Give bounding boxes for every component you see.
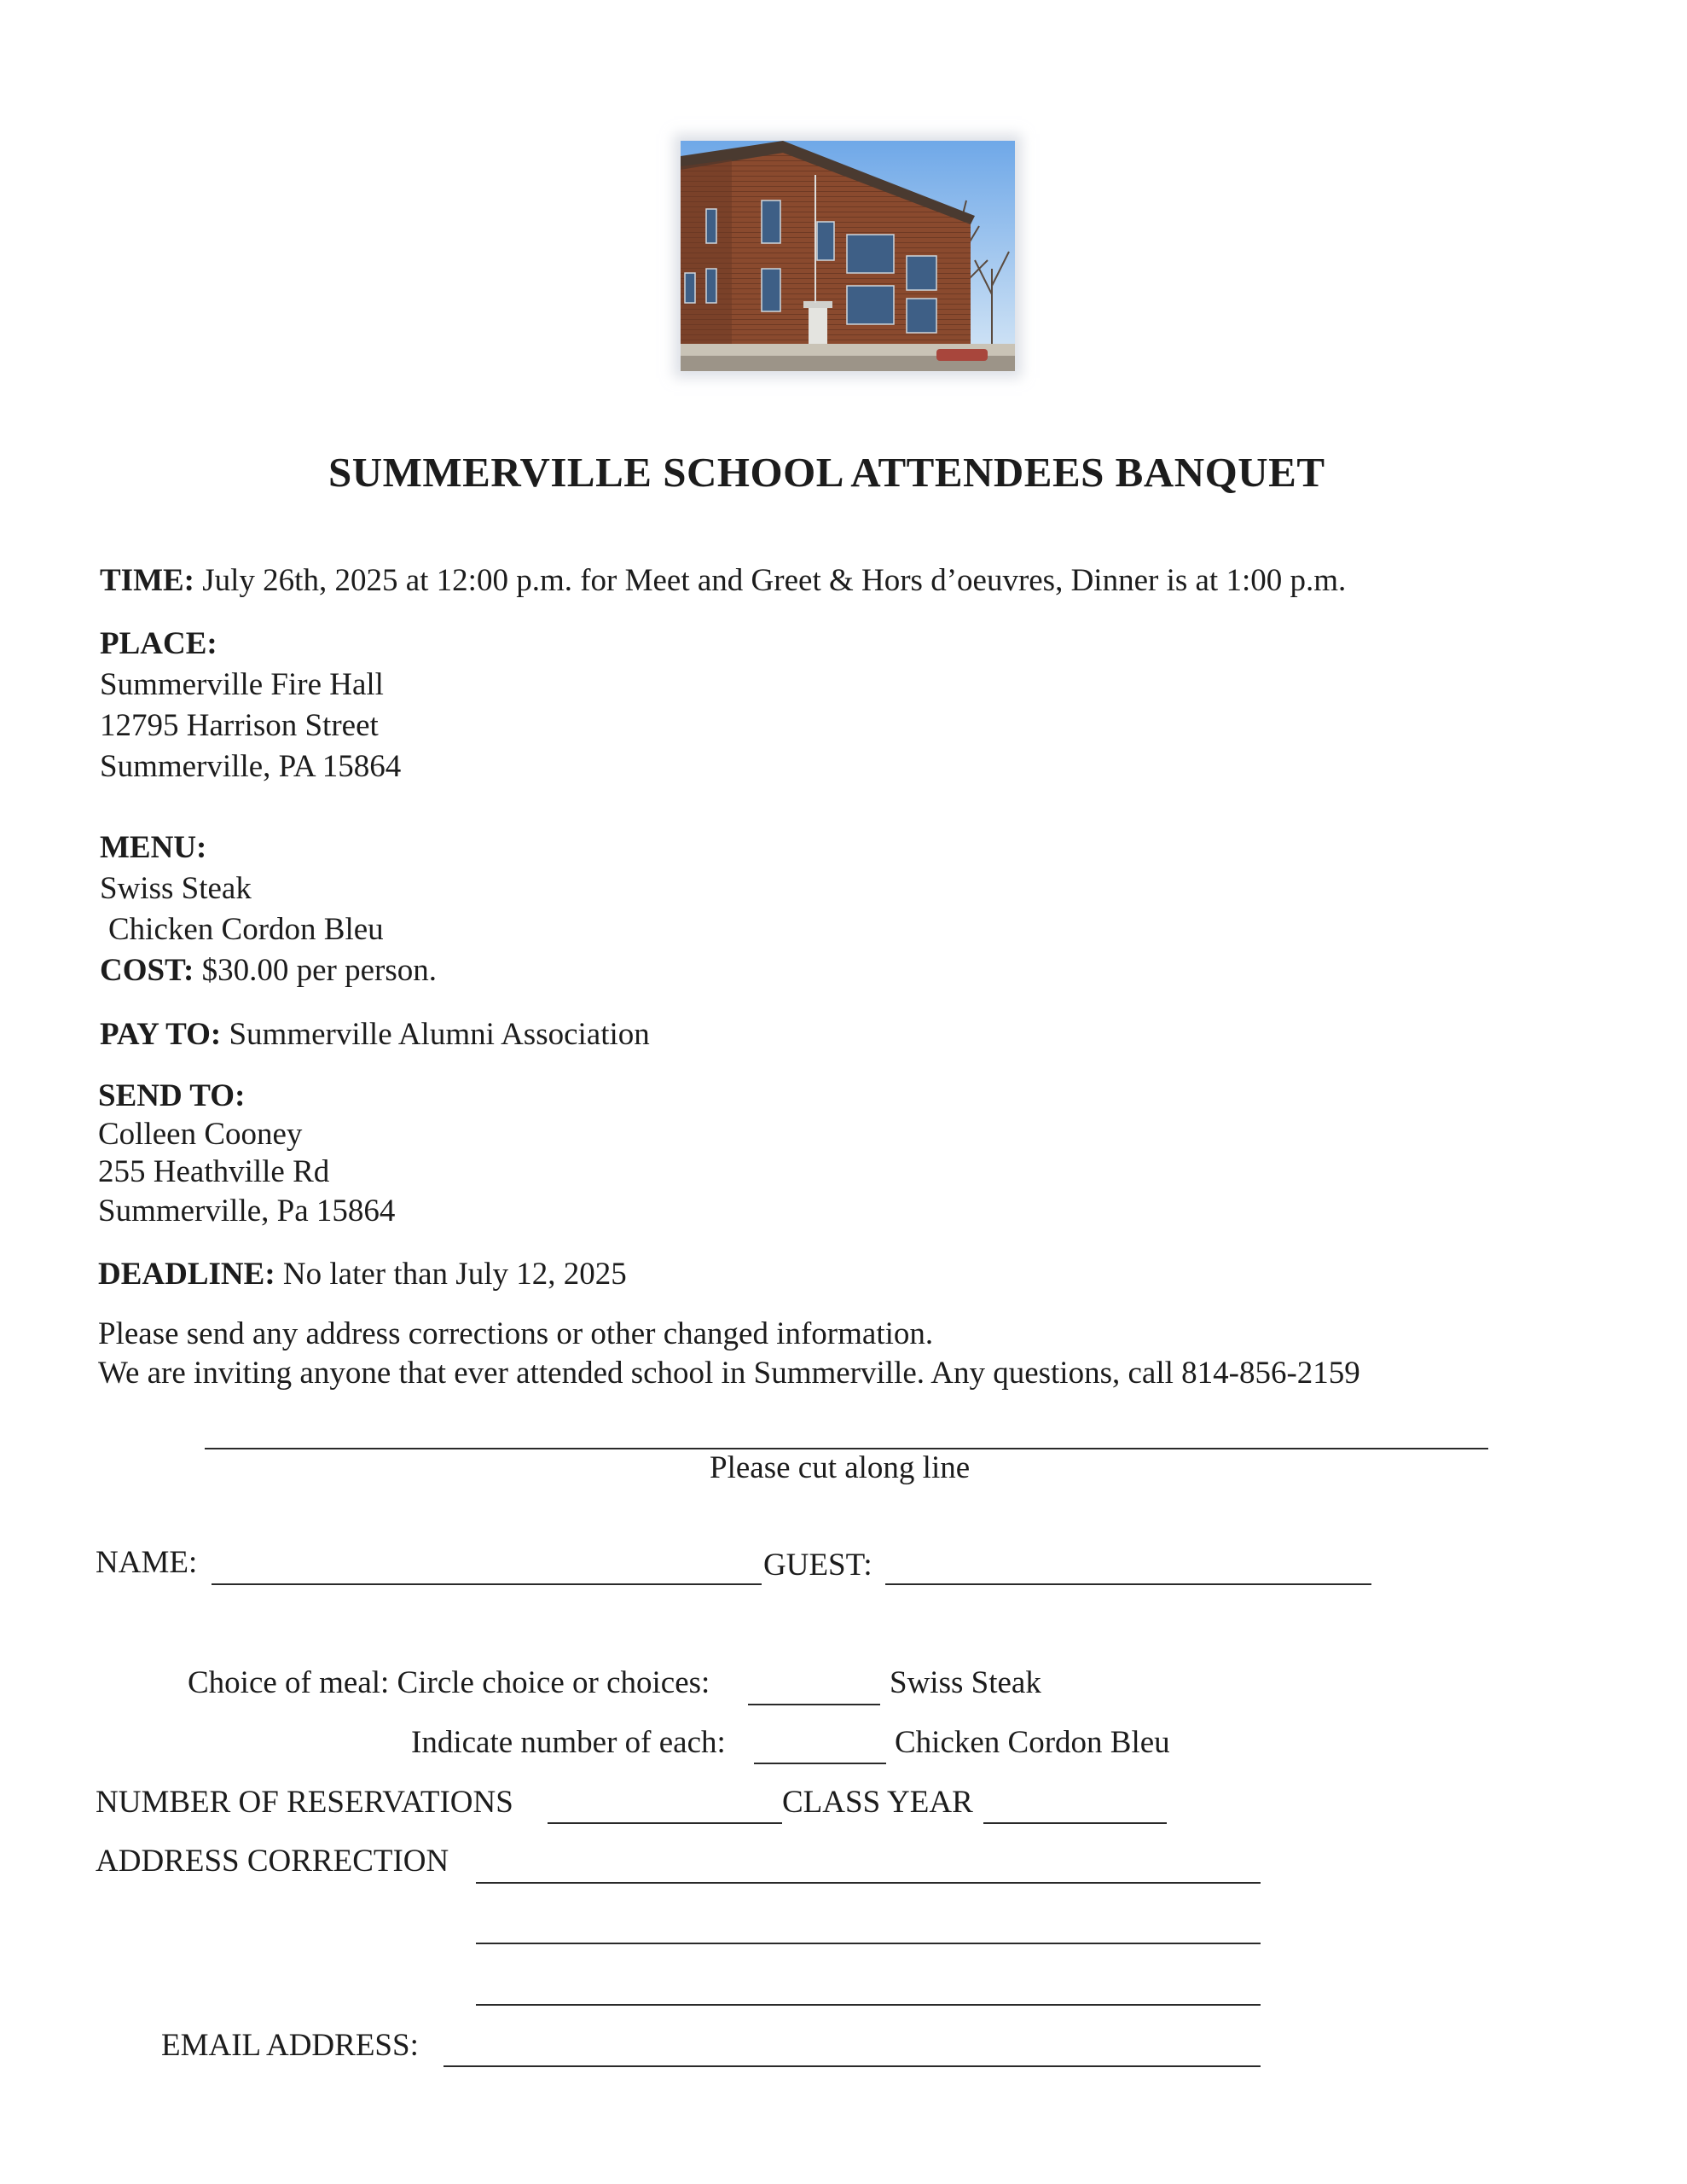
- place-line: 12795 Harrison Street: [100, 708, 379, 743]
- guest-label: GUEST:: [763, 1548, 872, 1583]
- class-year-label: CLASS YEAR: [782, 1785, 973, 1820]
- cost-line: [100, 950, 437, 991]
- deadline-label: DEADLINE:: [98, 1257, 275, 1292]
- meal-option-chicken-cordon-bleu[interactable]: Chicken Cordon Bleu: [895, 1725, 1170, 1760]
- reservations-field[interactable]: [548, 1822, 782, 1824]
- note-line: We are inviting anyone that ever attended school in Summerville. Any questions, call 814-856-2159: [98, 1356, 1360, 1391]
- swiss-steak-count-field[interactable]: [748, 1704, 880, 1705]
- pay-to-line: [100, 1014, 650, 1055]
- time-text: July 26th, 2025 at 12:00 p.m. for Meet and Greet & Hors d’oeuvres, Dinner is at 1:00 p.m.: [202, 563, 1347, 598]
- deadline-text: No later than July 12, 2025: [282, 1257, 627, 1292]
- name-field[interactable]: [212, 1583, 762, 1585]
- name-label: NAME:: [96, 1545, 198, 1580]
- guest-field[interactable]: [885, 1583, 1371, 1585]
- note-line: Please send any address corrections or other changed information.: [98, 1316, 934, 1351]
- cost-text: $30.00 per person.: [201, 953, 437, 988]
- indicate-number-label: Indicate number of each:: [411, 1725, 726, 1760]
- cut-instruction: Please cut along line: [710, 1450, 971, 1485]
- send-to-label: SEND TO:: [98, 1078, 246, 1113]
- meal-choice-label: Choice of meal: Circle choice or choices:: [188, 1665, 710, 1700]
- reservations-label: NUMBER OF RESERVATIONS: [96, 1785, 513, 1820]
- email-label: EMAIL ADDRESS:: [161, 2028, 419, 2063]
- time-line: [100, 561, 1346, 601]
- pay-to-label: PAY TO:: [100, 1017, 222, 1052]
- menu-label: MENU:: [100, 830, 207, 865]
- meal-option-swiss-steak[interactable]: Swiss Steak: [890, 1665, 1041, 1700]
- send-to-line: Summerville, Pa 15864: [98, 1194, 396, 1228]
- class-year-field[interactable]: [983, 1822, 1167, 1824]
- place-line: Summerville Fire Hall: [100, 667, 384, 702]
- place-label: PLACE:: [100, 626, 217, 661]
- email-field[interactable]: [443, 2065, 1261, 2067]
- time-label: TIME:: [100, 563, 194, 598]
- send-to-line: 255 Heathville Rd: [98, 1154, 330, 1189]
- school-building-photo: [681, 141, 1015, 371]
- send-to-line: Colleen Cooney: [98, 1117, 303, 1152]
- address-correction-field[interactable]: [476, 1882, 1261, 1884]
- menu-item: Swiss Steak: [100, 871, 252, 906]
- address-correction-label: ADDRESS CORRECTION: [96, 1844, 449, 1879]
- address-correction-field[interactable]: [476, 2004, 1261, 2006]
- pay-to-text: Summerville Alumni Association: [229, 1017, 650, 1052]
- menu-item: Chicken Cordon Bleu: [108, 912, 384, 947]
- cost-label: COST:: [100, 953, 194, 988]
- place-line: Summerville, PA 15864: [100, 749, 402, 784]
- chicken-cordon-bleu-count-field[interactable]: [754, 1763, 886, 1764]
- address-correction-field[interactable]: [476, 1943, 1261, 1944]
- deadline-line: [98, 1254, 627, 1295]
- page-title: SUMMERVILLE SCHOOL ATTENDEES BANQUET: [328, 449, 1325, 496]
